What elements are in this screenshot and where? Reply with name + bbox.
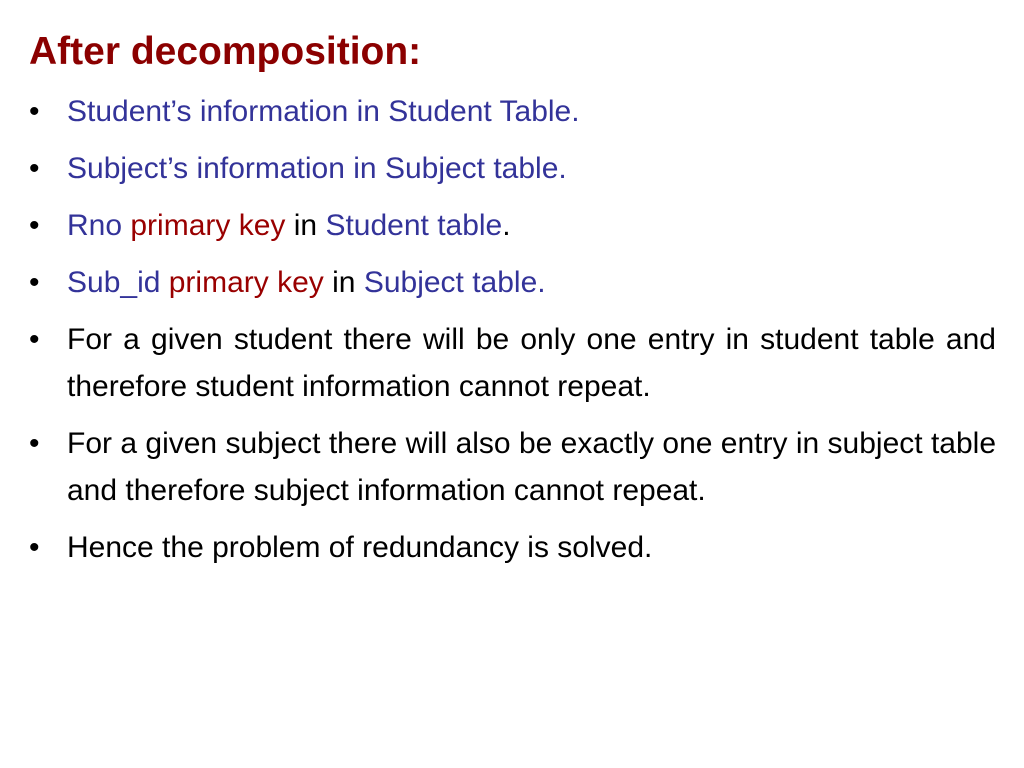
bullet-text xyxy=(67,145,996,192)
bullet-text-segment: primary key xyxy=(130,209,286,242)
bullet-dot-icon: • xyxy=(29,427,40,460)
bullet-text-segment: in xyxy=(285,209,326,242)
bullet-item xyxy=(29,420,1005,514)
bullet-text-segment: Rno xyxy=(67,209,131,242)
bullet-item xyxy=(29,524,996,571)
bullet-dot-icon: • xyxy=(29,209,40,242)
bullet-text xyxy=(67,259,996,306)
bullet-text-segment: For a given student there will be only one entry in student table and therefore student information cannot repeat. xyxy=(67,323,1005,403)
bullet-text xyxy=(67,202,996,249)
bullet-text-segment: Sub_id xyxy=(67,266,169,299)
bullet-text-segment: Subject’s information in Subject table. xyxy=(67,152,567,185)
bullet-item xyxy=(29,145,996,192)
bullet-dot-icon: • xyxy=(29,323,40,356)
bullet-item xyxy=(29,259,996,306)
bullet-text-segment: Hence the problem of redundancy is solved. xyxy=(67,531,653,564)
bullet-text-segment: For a given subject there will also be exactly one entry in subject table and therefore subject information cannot repeat. xyxy=(67,427,1005,507)
bullet-dot-icon: • xyxy=(29,95,40,128)
bullet-text xyxy=(67,88,996,135)
bullet-dot-icon: • xyxy=(29,266,40,299)
bullet-text-segment: in xyxy=(323,266,364,299)
bullet-text xyxy=(67,524,996,571)
bullet-list xyxy=(29,88,1005,581)
slide-title: After decomposition: xyxy=(29,30,422,73)
bullet-item xyxy=(29,316,1005,410)
bullet-text-segment: . xyxy=(502,209,511,242)
bullet-dot-icon: • xyxy=(29,531,40,564)
bullet-text-segment: Student table xyxy=(325,209,503,242)
bullet-item xyxy=(29,202,996,249)
bullet-text-segment: primary key xyxy=(168,266,324,299)
bullet-dot-icon: • xyxy=(29,152,40,185)
bullet-text-segment: Student’s information in Student Table. xyxy=(67,95,580,128)
bullet-item xyxy=(29,88,996,135)
bullet-text xyxy=(67,316,1005,410)
bullet-text-segment: Subject table. xyxy=(363,266,546,299)
bullet-text xyxy=(67,420,1005,514)
